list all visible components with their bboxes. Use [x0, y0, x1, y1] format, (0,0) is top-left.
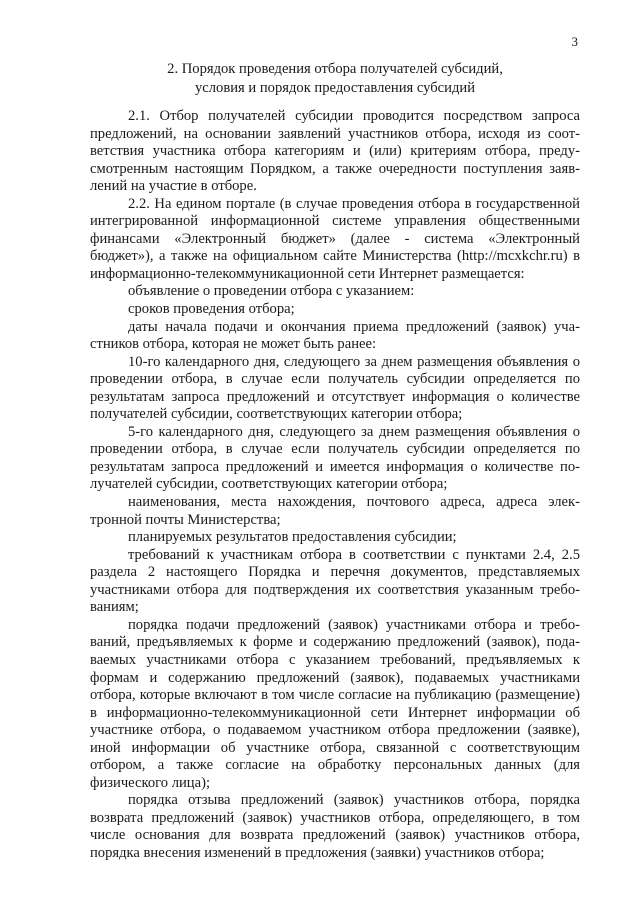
paragraph-2-1: 2.1. Отбор получателей субсидии проводится посредством запроса предложений, на основании заявлений участников отбора, исходя из соответствия участника отбора категориям и (или) критериям отбора, предусмотренным настоящим Порядком, а также очередности поступления заявлений на участие в отборе. [90, 108, 580, 195]
list-item-withdrawal-procedure: порядка отзыва предложений (заявок) участников отбора, порядка возврата предложений (заявок) участников отбора, определяющего, в том числе основания для возврата предложений (заявок) участников отбора, порядка внесения изменений в предложения (заявки) участников отбора; [90, 792, 580, 861]
list-item-5th-day: 5-го календарного дня, следующего за днем размещения объявления о проведении отбора, в случае если получатель субсидии определяется по результатам запроса предложений и имеется информация о количестве получателей субсидии, соответствующих категории отбора; [90, 423, 580, 493]
section-heading [90, 60, 580, 98]
list-item-planned-results: планируемых результатов предоставления субсидии; [128, 529, 457, 546]
section-heading-line-2: условия и порядок предоставления субсидий [194, 80, 476, 96]
list-item-terms: сроков проведения отбора; [128, 301, 295, 318]
list-item-ministry-contacts: наименования, места нахождения, почтового адреса, адреса электронной почты Министерства; [90, 494, 580, 528]
paragraph-2-2: 2.2. На едином портале (в случае проведения отбора в государственной интегрированной информационной системе управления общественными финансами «Электронный бюджет» (далее - система «Электронный бюджет»), а также на официальном сайте Министерства (http://mcxkchr.ru) в информационно-телекоммуникационной сети Интернет размещается: [90, 195, 580, 282]
section-body [90, 108, 580, 863]
section-heading-line-1: 2. Порядок проведения отбора получателей субсидий, [167, 61, 503, 77]
list-item-dates: даты начала подачи и окончания приема предложений (заявок) участников отбора, которая не может быть ранее: [90, 318, 580, 353]
list-item-requirements: требований к участникам отбора в соответствии с пунктами 2.4, 2.5 раздела 2 настоящего Порядка и перечня документов, представляемых участниками отбора для подтверждения их соответствия указанным требованиям; [90, 546, 580, 616]
list-item-announcement: объявление о проведении отбора с указанием: [128, 283, 415, 300]
page-number: 3 [571, 34, 578, 49]
list-item-10th-day: 10-го календарного дня, следующего за днем размещения объявления о проведении отбора, в случае если получатель субсидии определяется по результатам запроса предложений и отсутствует информация о количестве получателей субсидии, соответствующих категории отбора; [90, 353, 580, 423]
list-item-submission-procedure: порядка подачи предложений (заявок) участниками отбора и требований, предъявляемых к форме и содержанию предложений (заявок), подаваемых участниками отбора с указанием требований, предъявляемых к формам и содержанию предложений (заявок), подаваемых участниками отбора, которые включают в том числе согласие на публикацию (размещение) в информационно-телекоммуникационной сети Интернет информации об участнике отбора, о подаваемом участником отбора предложении (заявке), иной информации об участнике отбора, связанной с соответствующим отбором, а также согласие на обработку персональных данных (для физического лица); [90, 616, 580, 791]
